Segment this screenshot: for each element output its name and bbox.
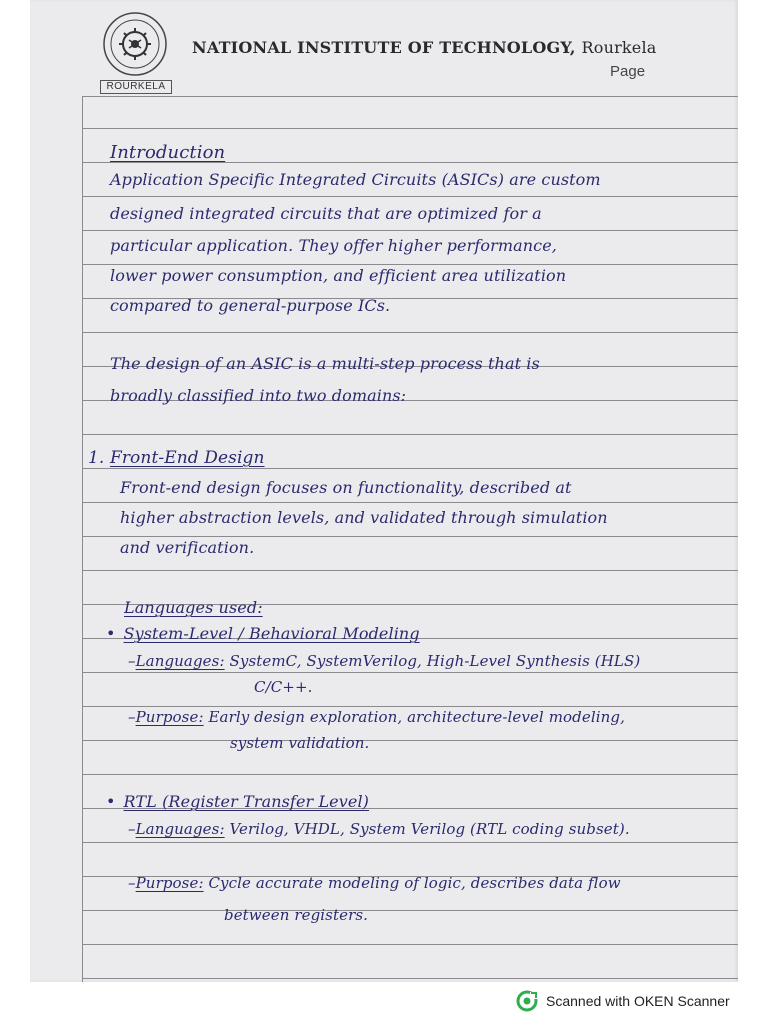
notebook-page	[30, 0, 738, 982]
rule-line	[82, 672, 738, 673]
seal-caption: ROURKELA	[100, 80, 172, 94]
intro-line-4: lower power consumption, and efficient area utilization	[110, 266, 567, 285]
rule-line	[82, 842, 738, 843]
rtl-languages-label: Languages:	[135, 820, 225, 838]
intro-line-3: particular application. They offer higher performance,	[110, 236, 557, 255]
system-level-languages-cont: C/C++.	[254, 678, 313, 696]
rule-line	[82, 740, 738, 741]
rule-line	[82, 230, 738, 231]
heading-introduction: Introduction	[110, 142, 226, 163]
rtl-languages-value: Verilog, VHDL, System Verilog (RTL coding subset).	[229, 820, 630, 838]
rtl-purpose-label: Purpose:	[135, 874, 204, 892]
institute-name	[192, 38, 657, 57]
rule-line	[82, 774, 738, 775]
rule-line	[82, 128, 738, 129]
section-1-line-3: and verification.	[120, 538, 255, 557]
institute-title: NATIONAL INSTITUTE OF TECHNOLOGY,	[192, 38, 576, 57]
intro-line-2: designed integrated circuits that are optimized for a	[110, 204, 542, 223]
rtl-title-text: RTL (Register Transfer Level)	[123, 792, 370, 811]
system-level-languages: –Languages: SystemC, SystemVerilog, High-Level Synthesis (HLS)	[128, 652, 641, 670]
system-level-purpose-label: Purpose:	[135, 708, 204, 726]
section-1-heading	[88, 448, 265, 468]
rtl-title	[106, 792, 369, 811]
intro-line-1: Application Specific Integrated Circuits (ASICs) are custom	[110, 170, 601, 189]
system-level-languages-label: Languages:	[135, 652, 225, 670]
system-level-purpose: –Purpose: Early design exploration, architecture-level modeling,	[128, 708, 625, 726]
design-line-2: broadly classified into two domains:	[110, 386, 407, 405]
intro-line-5: compared to general-purpose ICs.	[110, 296, 391, 315]
rtl-purpose-cont: between registers.	[224, 906, 369, 924]
system-level-title-text: System-Level / Behavioral Modeling	[123, 624, 420, 643]
scanner-watermark	[516, 990, 730, 1012]
rtl-purpose: –Purpose: Cycle accurate modeling of logic, describes data flow	[128, 874, 621, 892]
oken-scanner-logo-icon	[516, 990, 538, 1012]
bullet-icon: •	[106, 792, 116, 811]
rule-line	[82, 536, 738, 537]
rule-line	[82, 196, 738, 197]
rule-line	[82, 944, 738, 945]
rule-line	[82, 978, 738, 979]
rtl-purpose-value: Cycle accurate modeling of logic, describes data flow	[208, 874, 621, 892]
system-level-purpose-cont: system validation.	[230, 734, 370, 752]
rule-line	[82, 332, 738, 333]
rule-line	[82, 706, 738, 707]
institute-city: Rourkela	[581, 38, 657, 57]
bullet-icon: •	[106, 624, 116, 643]
languages-heading: Languages used:	[124, 598, 263, 617]
section-1-title: Front-End Design	[109, 448, 265, 468]
rule-line	[82, 96, 738, 97]
system-level-languages-value: SystemC, SystemVerilog, High-Level Synthesis (HLS)	[229, 652, 641, 670]
rtl-languages: –Languages: Verilog, VHDL, System Verilog (RTL coding subset).	[128, 820, 630, 838]
rule-line	[82, 570, 738, 571]
rule-line	[82, 468, 738, 469]
section-1-number: 1.	[88, 448, 105, 468]
rule-line	[82, 502, 738, 503]
system-level-title	[106, 624, 420, 643]
rule-line	[82, 264, 738, 265]
margin-line	[82, 96, 83, 982]
scanner-text: Scanned with OKEN Scanner	[546, 993, 730, 1009]
page-number-label: Page	[610, 63, 646, 80]
page-header	[30, 0, 738, 96]
section-1-line-1: Front-end design focuses on functionality, described at	[120, 478, 572, 497]
section-1-line-2: higher abstraction levels, and validated through simulation	[120, 508, 608, 527]
rule-line	[82, 910, 738, 911]
rule-line	[82, 434, 738, 435]
institute-seal-icon	[96, 10, 174, 82]
design-line-1: The design of an ASIC is a multi-step process that is	[110, 354, 540, 373]
system-level-purpose-value: Early design exploration, architecture-level modeling,	[208, 708, 625, 726]
